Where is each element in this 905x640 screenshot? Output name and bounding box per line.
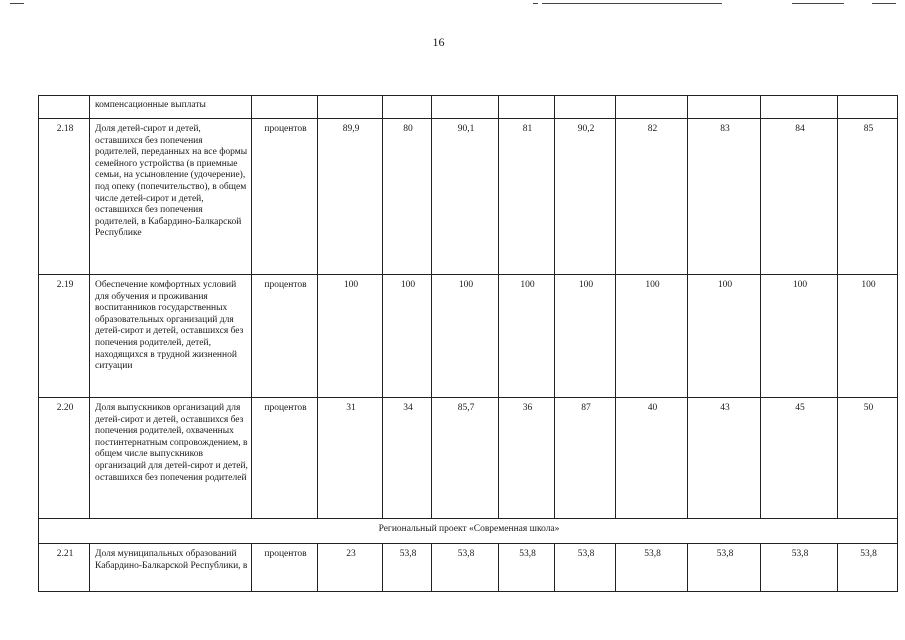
value-cell: 53,8 — [838, 544, 898, 592]
table-row-2-19 — [39, 275, 898, 398]
value-cell: 100 — [688, 275, 761, 398]
table-row-2-21 — [39, 544, 898, 592]
value-cell: 50 — [838, 398, 898, 519]
scan-mark-left — [10, 3, 24, 4]
section-header: Региональный проект «Современная школа» — [39, 519, 898, 544]
row-unit: процентов — [252, 544, 318, 592]
value-cell: 83 — [688, 119, 761, 275]
row-unit: процентов — [252, 119, 318, 275]
value-cell: 53,8 — [432, 544, 499, 592]
value-cell: 45 — [761, 398, 838, 519]
value-cell: 89,9 — [318, 119, 383, 275]
value-cell: 90,1 — [432, 119, 499, 275]
row-number: 2.19 — [39, 275, 90, 398]
value-cell — [555, 96, 616, 119]
value-cell: 53,8 — [761, 544, 838, 592]
value-cell: 31 — [318, 398, 383, 519]
value-cell — [432, 96, 499, 119]
row-description: Доля муниципальных образований Кабардино-Балкарской Республики, в — [90, 544, 252, 592]
value-cell: 53,8 — [383, 544, 432, 592]
value-cell: 100 — [499, 275, 555, 398]
value-cell: 100 — [318, 275, 383, 398]
value-cell: 100 — [555, 275, 616, 398]
value-cell: 53,8 — [555, 544, 616, 592]
row-description: Обеспечение комфортных условий для обучения и проживания воспитанников государственных образовательных организаций для детей-сирот и детей, оставшихся без попечения родителей, детей, находящихся в трудной жизненной ситуации — [90, 275, 252, 398]
value-cell: 87 — [555, 398, 616, 519]
value-cell — [499, 96, 555, 119]
value-cell: 36 — [499, 398, 555, 519]
value-cell: 84 — [761, 119, 838, 275]
value-cell: 90,2 — [555, 119, 616, 275]
value-cell: 100 — [616, 275, 688, 398]
page-number: 16 — [432, 35, 445, 49]
scan-mark-right-1 — [533, 3, 538, 4]
row-number: 2.20 — [39, 398, 90, 519]
value-cell: 40 — [616, 398, 688, 519]
value-cell: 81 — [499, 119, 555, 275]
value-cell: 85 — [838, 119, 898, 275]
table-row-2-18 — [39, 119, 898, 275]
row-unit — [252, 96, 318, 119]
value-cell: 80 — [383, 119, 432, 275]
value-cell — [616, 96, 688, 119]
value-cell — [318, 96, 383, 119]
table-section-row — [39, 519, 898, 544]
value-cell: 82 — [616, 119, 688, 275]
table-row-2-20 — [39, 398, 898, 519]
value-cell: 53,8 — [499, 544, 555, 592]
row-description: компенсационные выплаты — [90, 96, 252, 119]
value-cell: 85,7 — [432, 398, 499, 519]
value-cell: 34 — [383, 398, 432, 519]
scan-mark-right-3 — [792, 3, 844, 4]
value-cell: 100 — [383, 275, 432, 398]
value-cell: 53,8 — [616, 544, 688, 592]
row-number: 2.21 — [39, 544, 90, 592]
value-cell — [838, 96, 898, 119]
row-description: Доля выпускников организаций для детей-сирот и детей, оставшихся без попечения родителей, охваченных постинтернатным сопровождением, в общем числе выпускников организаций для детей-сирот и детей, оставшихся без попечения родителей — [90, 398, 252, 519]
value-cell: 100 — [838, 275, 898, 398]
value-cell — [761, 96, 838, 119]
value-cell: 53,8 — [688, 544, 761, 592]
indicators-table — [38, 95, 898, 592]
value-cell — [383, 96, 432, 119]
row-number — [39, 96, 90, 119]
value-cell: 23 — [318, 544, 383, 592]
scan-mark-right-2 — [542, 3, 722, 4]
value-cell: 100 — [432, 275, 499, 398]
row-number: 2.18 — [39, 119, 90, 275]
value-cell — [688, 96, 761, 119]
row-unit: процентов — [252, 275, 318, 398]
table-row-continuation — [39, 96, 898, 119]
scan-mark-right-4 — [872, 3, 896, 4]
value-cell: 43 — [688, 398, 761, 519]
value-cell: 100 — [761, 275, 838, 398]
row-unit: процентов — [252, 398, 318, 519]
row-description: Доля детей-сирот и детей, оставшихся без попечения родителей, переданных на все формы семейного устройства (в приемные семьи, на усыновление (удочерение), под опеку (попечительство), в общем числе детей-сирот и детей, оставшихся без попечения родителей, в Кабардино-Балкарской Республике — [90, 119, 252, 275]
